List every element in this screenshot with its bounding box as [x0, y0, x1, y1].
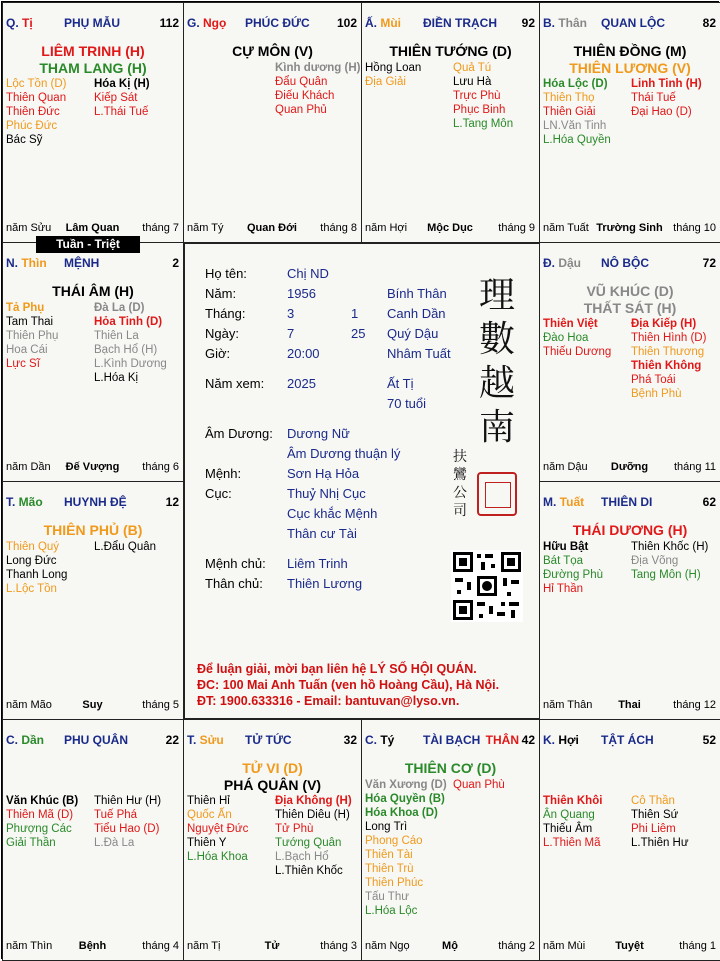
minor-star: Kình dương (H) [275, 62, 361, 74]
palace-name: PHỤ MẪU [64, 16, 120, 30]
menh-chu-label: Mệnh chủ: [205, 556, 266, 571]
minor-star: Hóa Quyền (B) [365, 793, 445, 805]
branch-stem: B. [543, 16, 559, 30]
minor-stars-left [6, 794, 78, 850]
minor-stars-right [275, 61, 360, 117]
minor-star: Thiên Trù [365, 863, 414, 875]
minor-star: Quốc Ấn [187, 809, 232, 821]
menh-value: Sơn Hạ Hỏa [287, 466, 360, 481]
branch-name: Ngọ [203, 16, 227, 30]
minor-star: Đường Phù [543, 569, 603, 581]
branch-stem: C. [6, 733, 22, 747]
palace-branch [187, 733, 224, 747]
minor-star: Phi Liêm [631, 823, 676, 835]
minor-star: Thiên La [94, 330, 139, 342]
palace-age: 92 [521, 16, 535, 30]
palace-name: NÔ BỘC [601, 256, 649, 270]
palace-age: 112 [159, 16, 179, 30]
minor-star: Thiên Phúc [365, 877, 424, 889]
minor-stars-left [187, 794, 248, 864]
palace-tuat[interactable] [539, 481, 720, 720]
palace-name: TỬ TỨC [245, 733, 292, 747]
palace-year: năm Sửu [6, 222, 52, 234]
minor-star: Bát Tọa [543, 555, 584, 567]
palace-age: 32 [343, 733, 357, 747]
contact-phone-email[interactable]: ĐT: 1900.633316 - Email: bantuvan@lyso.vn. [197, 694, 460, 708]
menh-chu-value: Liêm Trinh [287, 556, 348, 571]
palace-year: năm Thìn [6, 940, 53, 952]
palace-branch [6, 733, 44, 747]
branch-name: Thân [558, 16, 588, 30]
palace-month: tháng 1 [679, 940, 716, 952]
contact-address: ĐC: 100 Mai Anh Tuấn (ven hồ Hoàng Cầu), Hà Nội. [197, 678, 500, 692]
thang-can-chi: Canh Dần [387, 306, 446, 321]
minor-star: L.Thiên Mã [543, 837, 601, 849]
palace-branch [543, 733, 579, 747]
nam-value: 1956 [287, 286, 316, 301]
major-stars [362, 43, 539, 60]
palace-ngo[interactable] [183, 2, 362, 243]
minor-star: Thiên Thọ [543, 92, 595, 104]
minor-star: Lộc Tồn (D) [6, 78, 67, 90]
major-stars [540, 522, 720, 539]
than-marker: THÂN [485, 733, 519, 747]
tu-vi-chart [1, 1, 719, 959]
palace-age: 2 [172, 256, 179, 270]
palace-dau[interactable] [539, 242, 720, 482]
minor-star: L.Đà La [94, 837, 135, 849]
contact-line-1: Để luận giải, mời bạn liên hệ LÝ SỐ HỘI QUÁN. [197, 662, 477, 676]
palace-year: năm Dậu [543, 461, 588, 473]
major-star: THÁI DƯƠNG (H) [572, 522, 688, 538]
minor-star: Tả Phụ [6, 302, 45, 314]
minor-star: Phục Binh [453, 104, 506, 116]
nam-xem-can-chi: Ất Tị [387, 376, 414, 391]
minor-star: L.Thiên Hư [631, 837, 689, 849]
minor-star: Phúc Đức [6, 120, 58, 132]
minor-star: Thiên Hình (D) [631, 332, 707, 344]
minor-star: L.Thái Tuế [94, 106, 149, 118]
gio-label: Giờ: [205, 346, 231, 361]
minor-star: Tuế Phá [94, 809, 138, 821]
major-stars [184, 43, 361, 60]
trang-sinh-stage: Quan Đới [247, 222, 297, 234]
palace-age: 102 [336, 16, 357, 30]
nam-label: Năm: [205, 286, 237, 301]
minor-star: Văn Khúc (B) [6, 795, 79, 807]
palace-hoi[interactable] [539, 719, 720, 961]
minor-star: Phá Toái [631, 374, 676, 386]
palace-month: tháng 11 [673, 461, 716, 473]
palace-name: ĐIỀN TRẠCH [423, 16, 497, 30]
palace-year: năm Mão [6, 699, 52, 711]
palace-year: năm Ngọ [365, 940, 410, 952]
palace-mui[interactable] [361, 2, 540, 243]
minor-star: Kiếp Sát [94, 92, 138, 104]
minor-stars-left [543, 794, 602, 850]
minor-stars-left [543, 77, 611, 147]
minor-star: Thiên Giải [543, 106, 596, 118]
palace-suu[interactable] [183, 719, 362, 961]
ngay-label: Ngày: [205, 326, 239, 341]
major-star: VŨ KHÚC (D) [586, 283, 674, 299]
ho-ten-label: Họ tên: [205, 266, 247, 281]
major-stars [184, 760, 361, 794]
minor-star: Địa Giải [365, 76, 406, 88]
nam-can-chi: Bính Thân [387, 286, 447, 301]
minor-star: Thiên Diêu (H) [275, 809, 350, 821]
palace-branch [543, 495, 584, 509]
major-stars [362, 760, 539, 777]
branch-name: Mão [18, 495, 43, 509]
branch-stem: M. [543, 495, 560, 509]
palace-year: năm Dần [6, 461, 51, 473]
palace-month: tháng 2 [498, 940, 535, 952]
branch-name: Dần [21, 733, 45, 747]
minor-star: Phong Cáo [365, 835, 423, 847]
minor-star: Đại Hao (D) [631, 106, 692, 118]
minor-stars-right [631, 77, 702, 119]
ngay-am-lich: 7 [287, 326, 295, 341]
minor-star: Bác Sỹ [6, 134, 43, 146]
minor-star: Thiếu Âm [543, 823, 593, 835]
minor-star: Điếu Khách [275, 90, 335, 102]
than-cu: Thân cư Tài [287, 526, 357, 541]
trang-sinh-stage: Lâm Quan [65, 222, 120, 234]
minor-star: L.Hóa Khoa [187, 851, 248, 863]
palace-name: QUAN LỘC [601, 16, 665, 30]
trang-sinh-stage: Tử [264, 940, 280, 952]
minor-star: Thiên Thương [631, 346, 705, 358]
trang-sinh-stage: Đế Vượng [65, 461, 120, 473]
minor-star: Đào Hoa [543, 332, 589, 344]
palace-ti[interactable] [361, 719, 540, 961]
than-chu-value: Thiên Lương [287, 576, 363, 591]
major-star: THIÊN LƯƠNG (V) [569, 60, 691, 76]
palace-year: năm Tị [187, 940, 221, 952]
nam-xem-value: 2025 [287, 376, 316, 391]
major-star: CỰ MÔN (V) [232, 43, 313, 59]
minor-star: Địa Võng [631, 555, 679, 567]
minor-star: L.Bạch Hổ [275, 851, 329, 863]
major-stars [3, 43, 183, 77]
trang-sinh-stage: Thai [618, 699, 641, 711]
palace-month: tháng 8 [320, 222, 357, 234]
minor-star: Giải Thần [6, 837, 56, 849]
palace-age: 82 [702, 16, 716, 30]
major-star: THIÊN TƯỚNG (D) [389, 43, 512, 59]
minor-stars-right [94, 540, 156, 554]
major-star: THIÊN ĐỒNG (M) [573, 43, 687, 59]
minor-star: Địa Kiếp (H) [631, 318, 697, 330]
palace-month: tháng 9 [498, 222, 535, 234]
minor-star: L.Hóa Lộc [365, 905, 418, 917]
branch-name: Sửu [199, 733, 224, 747]
trang-sinh-stage: Bệnh [78, 940, 107, 952]
palace-name: HUYNH ĐỆ [64, 495, 127, 509]
minor-star: Hồng Loan [365, 62, 422, 74]
am-duong-ly: Âm Dương thuận lý [287, 446, 401, 461]
cuc-khac-menh: Cục khắc Mệnh [287, 506, 378, 521]
branch-stem: Q. [6, 16, 23, 30]
branch-stem: K. [543, 733, 559, 747]
minor-star: Tấu Thư [365, 891, 409, 903]
ngay-can-chi: Quý Dậu [387, 326, 439, 341]
major-star: PHÁ QUÂN (V) [223, 777, 322, 793]
minor-stars-right [94, 301, 167, 385]
major-star: TỬ VI (D) [242, 760, 303, 776]
minor-star: LN.Văn Tinh [543, 120, 607, 132]
palace-than[interactable] [539, 2, 720, 243]
minor-star: Phượng Các [6, 823, 72, 835]
minor-star: Đà La (D) [94, 302, 145, 314]
thang-am-lich: 3 [287, 306, 295, 321]
minor-star: Thiên Việt [543, 318, 598, 330]
than-chu-label: Thân chủ: [205, 576, 263, 591]
minor-star: Trực Phù [453, 90, 501, 102]
minor-stars-right [94, 77, 150, 119]
minor-star: Thiên Mã (D) [6, 809, 74, 821]
branch-stem: T. [6, 495, 19, 509]
minor-star: L.Lộc Tồn [6, 583, 57, 595]
calligraphy-ly-so-viet-nam: 理 數 越 南 [478, 275, 515, 448]
red-seal-stamp [477, 472, 517, 516]
minor-stars-left [6, 301, 58, 371]
palace-branch [543, 16, 587, 30]
thang-duong-lich: 1 [351, 306, 359, 321]
minor-star: Thái Tuế [631, 92, 676, 104]
palace-branch [187, 16, 226, 30]
seal-signature-text: 扶 鸞 公 司 [453, 449, 467, 519]
branch-name: Tuất [559, 495, 585, 509]
major-stars [540, 43, 720, 77]
palace-name: TẬT ÁCH [601, 733, 654, 747]
minor-star: Thiên Sứ [631, 809, 679, 821]
minor-star: Bệnh Phù [631, 388, 682, 400]
trang-sinh-stage: Trường Sinh [596, 222, 663, 234]
minor-star: Cô Thần [631, 795, 675, 807]
trang-sinh-stage: Tuyệt [615, 940, 644, 952]
minor-star: L.Đẩu Quân [94, 541, 157, 553]
gio-value: 20:00 [287, 346, 320, 361]
branch-name: Hợi [558, 733, 579, 747]
major-star: THẤT SÁT (H) [583, 300, 677, 316]
minor-stars-left [365, 61, 421, 89]
minor-star: Thiếu Dương [543, 346, 612, 358]
minor-stars-right [631, 540, 708, 582]
minor-star: Tam Thai [6, 316, 54, 328]
palace-age: 62 [702, 495, 716, 509]
minor-star: Tang Môn (H) [631, 569, 701, 581]
palace-year: năm Hợi [365, 222, 408, 234]
minor-star: Thiên Tài [365, 849, 413, 861]
palace-age: 42 [521, 733, 535, 747]
palace-branch [543, 256, 581, 270]
major-star: LIÊM TRINH (H) [41, 43, 145, 59]
trang-sinh-stage: Suy [82, 699, 103, 711]
branch-name: Thìn [21, 256, 47, 270]
minor-star: L.Tang Môn [453, 118, 514, 130]
minor-star: L.Hóa Quyền [543, 134, 611, 146]
palace-month: tháng 7 [142, 222, 179, 234]
minor-star: Thiên Quan [6, 92, 67, 104]
minor-star: L.Kình Dương [94, 358, 167, 370]
branch-name: Tị [22, 16, 33, 30]
minor-star: Hóa Khoa (D) [365, 807, 438, 819]
palace-branch [365, 733, 394, 747]
minor-stars-right [453, 61, 513, 131]
minor-star: Quan Phủ [275, 104, 327, 116]
minor-star: Thiên Quý [6, 541, 60, 553]
minor-star: Hỉ Thần [543, 583, 584, 595]
ho-ten-value: Chị ND [287, 266, 329, 281]
minor-star: Long Đức [6, 555, 57, 567]
branch-stem: C. [365, 733, 381, 747]
palace-age: 12 [165, 495, 179, 509]
center-info-panel [184, 243, 540, 719]
branch-stem: N. [6, 256, 22, 270]
palace-thin[interactable] [2, 242, 184, 482]
palace-month: tháng 12 [673, 699, 716, 711]
minor-stars-right [453, 778, 505, 792]
palace-name: PHÚC ĐỨC [245, 16, 310, 30]
major-star: THIÊN CƠ (D) [404, 760, 497, 776]
palace-ty[interactable] [2, 2, 184, 243]
palace-month: tháng 5 [142, 699, 179, 711]
minor-star: Linh Tinh (H) [631, 78, 702, 90]
minor-star: Hóa Lộc (D) [543, 78, 608, 90]
branch-stem: Ấ. [365, 16, 381, 30]
palace-name: TÀI BẠCH [423, 733, 481, 747]
minor-star: Thiên Khốc (H) [631, 541, 709, 553]
ngay-duong-lich: 25 [351, 326, 366, 341]
minor-star: Tướng Quân [275, 837, 342, 849]
palace-year: năm Tý [187, 222, 224, 234]
minor-stars-left [543, 540, 603, 596]
branch-stem: Đ. [543, 256, 559, 270]
palace-month: tháng 10 [673, 222, 716, 234]
am-duong-label: Âm Dương: [205, 426, 273, 441]
minor-star: Thiên Phụ [6, 330, 59, 342]
minor-star: Thiên Đức [6, 106, 60, 118]
tuan-triet-label: Tuần - Triệt [36, 236, 140, 253]
minor-star: Thiên Y [187, 837, 227, 849]
palace-dan[interactable] [2, 719, 184, 961]
menh-label: Mệnh: [205, 466, 242, 481]
cuc-label: Cục: [205, 486, 232, 501]
major-stars [3, 522, 183, 539]
palace-year: năm Thân [543, 699, 593, 711]
tuoi-value: 70 tuổi [387, 396, 427, 411]
minor-star: Nguyệt Đức [187, 823, 249, 835]
minor-star: Đẩu Quân [275, 76, 328, 88]
palace-branch [6, 256, 47, 270]
minor-star: Hữu Bật [543, 541, 589, 553]
minor-star: Thiên Hư (H) [94, 795, 162, 807]
minor-stars-left [6, 540, 67, 596]
palace-name: PHU QUÂN [64, 733, 129, 747]
trang-sinh-stage: Mộ [442, 940, 458, 952]
trang-sinh-stage: Mộc Dục [427, 222, 473, 234]
gio-can-chi: Nhâm Tuất [387, 346, 451, 361]
trang-sinh-stage: Dưỡng [610, 461, 649, 473]
palace-year: năm Tuất [543, 222, 589, 234]
minor-star: Hóa Kị (H) [94, 78, 150, 90]
minor-stars-left [6, 77, 67, 147]
minor-star: Long Trì [365, 821, 408, 833]
branch-stem: T. [187, 733, 200, 747]
minor-star: Địa Không (H) [275, 795, 352, 807]
minor-star: L.Hóa Kị [94, 372, 139, 384]
cuc-value: Thuỷ Nhị Cục [287, 486, 366, 501]
minor-stars-right [631, 794, 689, 850]
minor-star: Thiên Hỉ [187, 795, 230, 807]
minor-stars-left [365, 778, 447, 918]
branch-stem: G. [187, 16, 204, 30]
minor-star: Thiên Không [631, 360, 702, 372]
minor-stars-right [631, 317, 706, 401]
minor-stars-right [94, 794, 161, 850]
minor-star: Thanh Long [6, 569, 68, 581]
palace-age: 72 [702, 256, 716, 270]
palace-year: năm Mùi [543, 940, 586, 952]
major-stars [540, 283, 720, 317]
minor-star: Tiểu Hao (D) [94, 823, 160, 835]
minor-stars-left [543, 317, 611, 359]
branch-name: Dậu [558, 256, 582, 270]
minor-star: Thiên Khôi [543, 795, 603, 807]
major-star: THAM LANG (H) [39, 60, 147, 76]
minor-star: Hỏa Tinh (D) [94, 316, 163, 328]
minor-star: Văn Xương (D) [365, 779, 447, 791]
nam-xem-label: Năm xem: [205, 376, 265, 391]
major-star: THÁI ÂM (H) [52, 283, 134, 299]
minor-star: Quan Phù [453, 779, 505, 791]
minor-star: Ân Quang [543, 809, 595, 821]
palace-month: tháng 6 [142, 461, 179, 473]
minor-star: L.Thiên Khốc [275, 865, 343, 877]
major-stars [3, 283, 183, 300]
palace-month: tháng 3 [320, 940, 357, 952]
minor-star: Lưu Hà [453, 76, 492, 88]
qr-code-icon[interactable] [451, 550, 523, 622]
palace-name: THIÊN DI [601, 495, 653, 509]
palace-branch [6, 16, 33, 30]
major-star: THIÊN PHỦ (B) [43, 522, 143, 538]
palace-age: 22 [165, 733, 179, 747]
branch-name: Mùi [380, 16, 402, 30]
branch-name: Tý [380, 733, 395, 747]
thang-label: Tháng: [205, 306, 246, 321]
minor-star: Bạch Hổ (H) [94, 344, 158, 356]
minor-star: Tử Phù [275, 823, 314, 835]
am-duong-value: Dương Nữ [287, 426, 350, 441]
palace-name: MỆNH [64, 256, 100, 270]
minor-stars-right [275, 794, 352, 878]
palace-branch [6, 495, 43, 509]
palace-month: tháng 4 [142, 940, 179, 952]
palace-branch [365, 16, 401, 30]
minor-star: Lực Sĩ [6, 358, 40, 370]
palace-mao[interactable] [2, 481, 184, 720]
palace-age: 52 [702, 733, 716, 747]
minor-star: Hoa Cái [6, 344, 48, 356]
minor-star: Quả Tú [453, 62, 492, 74]
